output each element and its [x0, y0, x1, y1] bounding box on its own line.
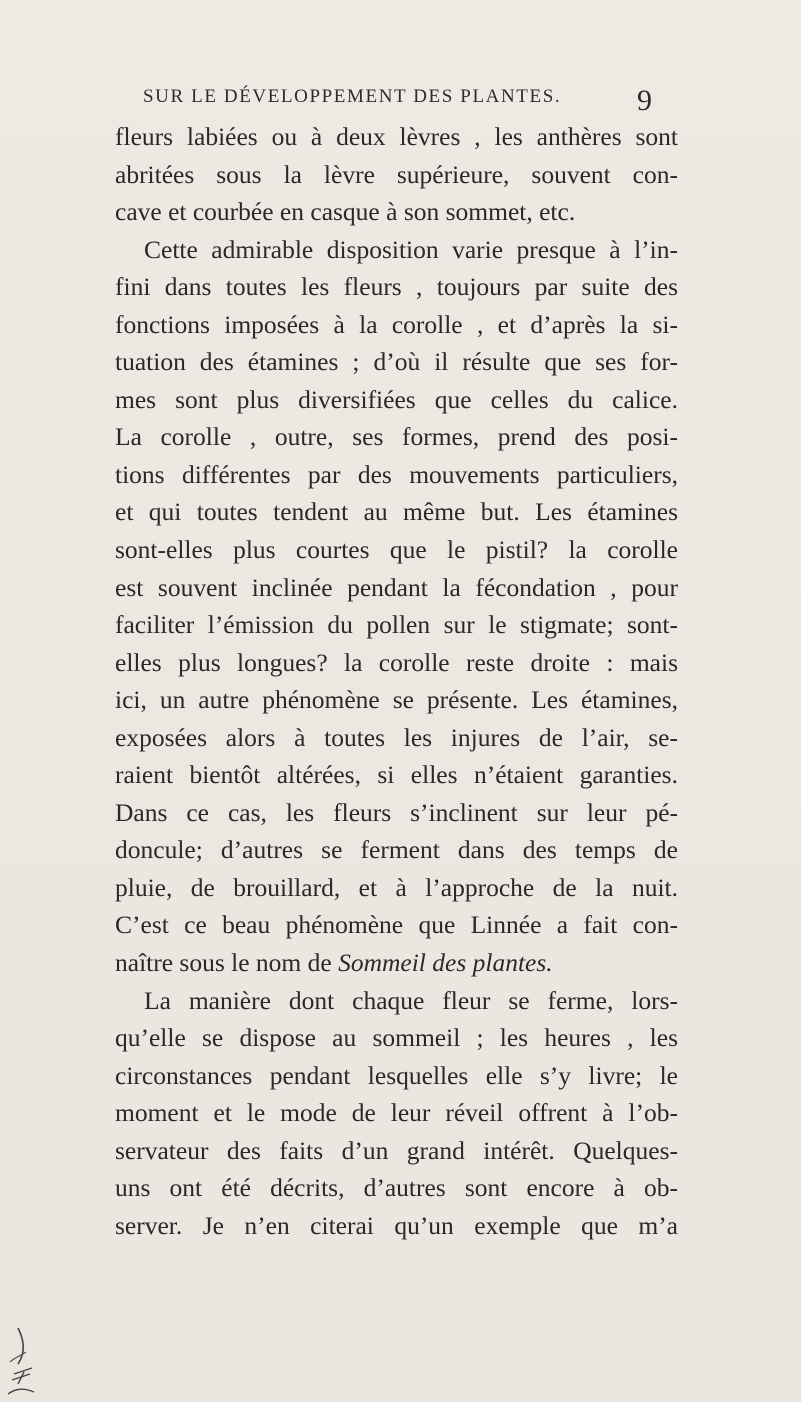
margin-ink-mark — [4, 1322, 38, 1398]
text-line — [115, 982, 678, 1020]
text-line — [115, 381, 678, 419]
text-line-content: mes sont plus diversifiées que celles du calice. — [115, 384, 678, 414]
text-line — [115, 156, 678, 194]
text-line-content: abritées sous la lèvre supérieure, souvent con- — [115, 159, 678, 189]
body-text — [115, 118, 678, 1244]
text-line-content: server. Je n’en citerai qu’un exemple que m’a — [115, 1210, 678, 1240]
text-line — [115, 756, 678, 794]
text-line-content: Dans ce cas, les fleurs s’inclinent sur leur pé- — [115, 797, 678, 827]
text-line-content: qu’elle se dispose au sommeil ; les heures , les — [115, 1023, 678, 1053]
text-line-content: cave et courbée en casque à son sommet, etc. — [115, 197, 576, 227]
text-line-content: raient bientôt altérées, si elles n’étaient garanties. — [115, 760, 678, 790]
text-line — [115, 456, 678, 494]
running-head: SUR LE DÉVELOPPEMENT DES PLANTES. — [143, 86, 562, 107]
text-line — [115, 1019, 678, 1057]
text-line — [115, 1207, 678, 1245]
text-line — [115, 531, 678, 569]
text-line-content: fonctions imposées à la corolle , et d’après la si- — [115, 309, 678, 339]
text-line-content: tuation des étamines ; d’où il résulte que ses for- — [115, 347, 678, 377]
text-line-content: C’est ce beau phénomène que Linnée a fait con- — [115, 910, 678, 940]
text-line — [115, 418, 678, 456]
text-line — [115, 118, 678, 156]
text-line-content: naître sous le nom de — [115, 948, 339, 978]
text-line-content: elles plus longues? la corolle reste droite : mais — [115, 647, 678, 677]
text-line — [115, 1169, 678, 1207]
text-line — [115, 681, 678, 719]
text-line-content: doncule; d’autres se ferment dans des temps de — [115, 835, 678, 865]
text-line-content: moment et le mode de leur réveil offrent à l’ob- — [115, 1098, 678, 1128]
text-line-content: uns ont été décrits, d’autres sont encore à ob- — [115, 1173, 678, 1203]
text-line — [115, 569, 678, 607]
text-line-content: pluie, de brouillard, et à l’approche de la nuit. — [115, 872, 678, 902]
text-line — [115, 906, 678, 944]
text-line-content: fleurs labiées ou à deux lèvres , les anthères sont — [115, 122, 678, 151]
text-line — [115, 343, 678, 381]
italic-title: Sommeil des plantes. — [338, 948, 553, 978]
text-line — [115, 719, 678, 757]
text-line-content: La manière dont chaque fleur se ferme, lors- — [144, 985, 678, 1015]
text-line — [115, 606, 678, 644]
text-line-content: est souvent inclinée pendant la fécondation , pour — [115, 572, 678, 602]
text-line-content: circonstances pendant lesquelles elle s’y livre; le — [115, 1060, 678, 1090]
text-line-content: ici, un autre phénomène se présente. Les étamines, — [115, 685, 678, 715]
text-line — [115, 493, 678, 531]
text-line — [115, 193, 678, 231]
text-line — [115, 268, 678, 306]
text-line-content: sont-elles plus courtes que le pistil? la corolle — [115, 535, 678, 565]
text-line-content: fini dans toutes les fleurs , toujours par suite des — [115, 272, 678, 302]
text-line-content: et qui toutes tendent au même but. Les étamines — [115, 497, 678, 527]
text-line-content: servateur des faits d’un grand intérêt. Quelques- — [115, 1135, 678, 1165]
text-line — [115, 794, 678, 832]
text-line — [115, 944, 678, 982]
text-line-content: Cette admirable disposition varie presque à l’in- — [144, 234, 678, 264]
text-line — [115, 1132, 678, 1170]
text-line-content: La corolle , outre, ses formes, prend des posi- — [115, 422, 678, 452]
text-line — [115, 831, 678, 869]
text-line — [115, 1057, 678, 1095]
text-line — [115, 869, 678, 907]
text-line-content: tions différentes par des mouvements particuliers, — [115, 459, 678, 489]
text-line-content: faciliter l’émission du pollen sur le stigmate; sont- — [115, 610, 678, 640]
page-number: 9 — [637, 84, 652, 117]
text-line — [115, 306, 678, 344]
text-line — [115, 644, 678, 682]
text-line-content: exposées alors à toutes les injures de l’air, se- — [115, 722, 678, 752]
text-line — [115, 231, 678, 269]
text-line — [115, 1094, 678, 1132]
